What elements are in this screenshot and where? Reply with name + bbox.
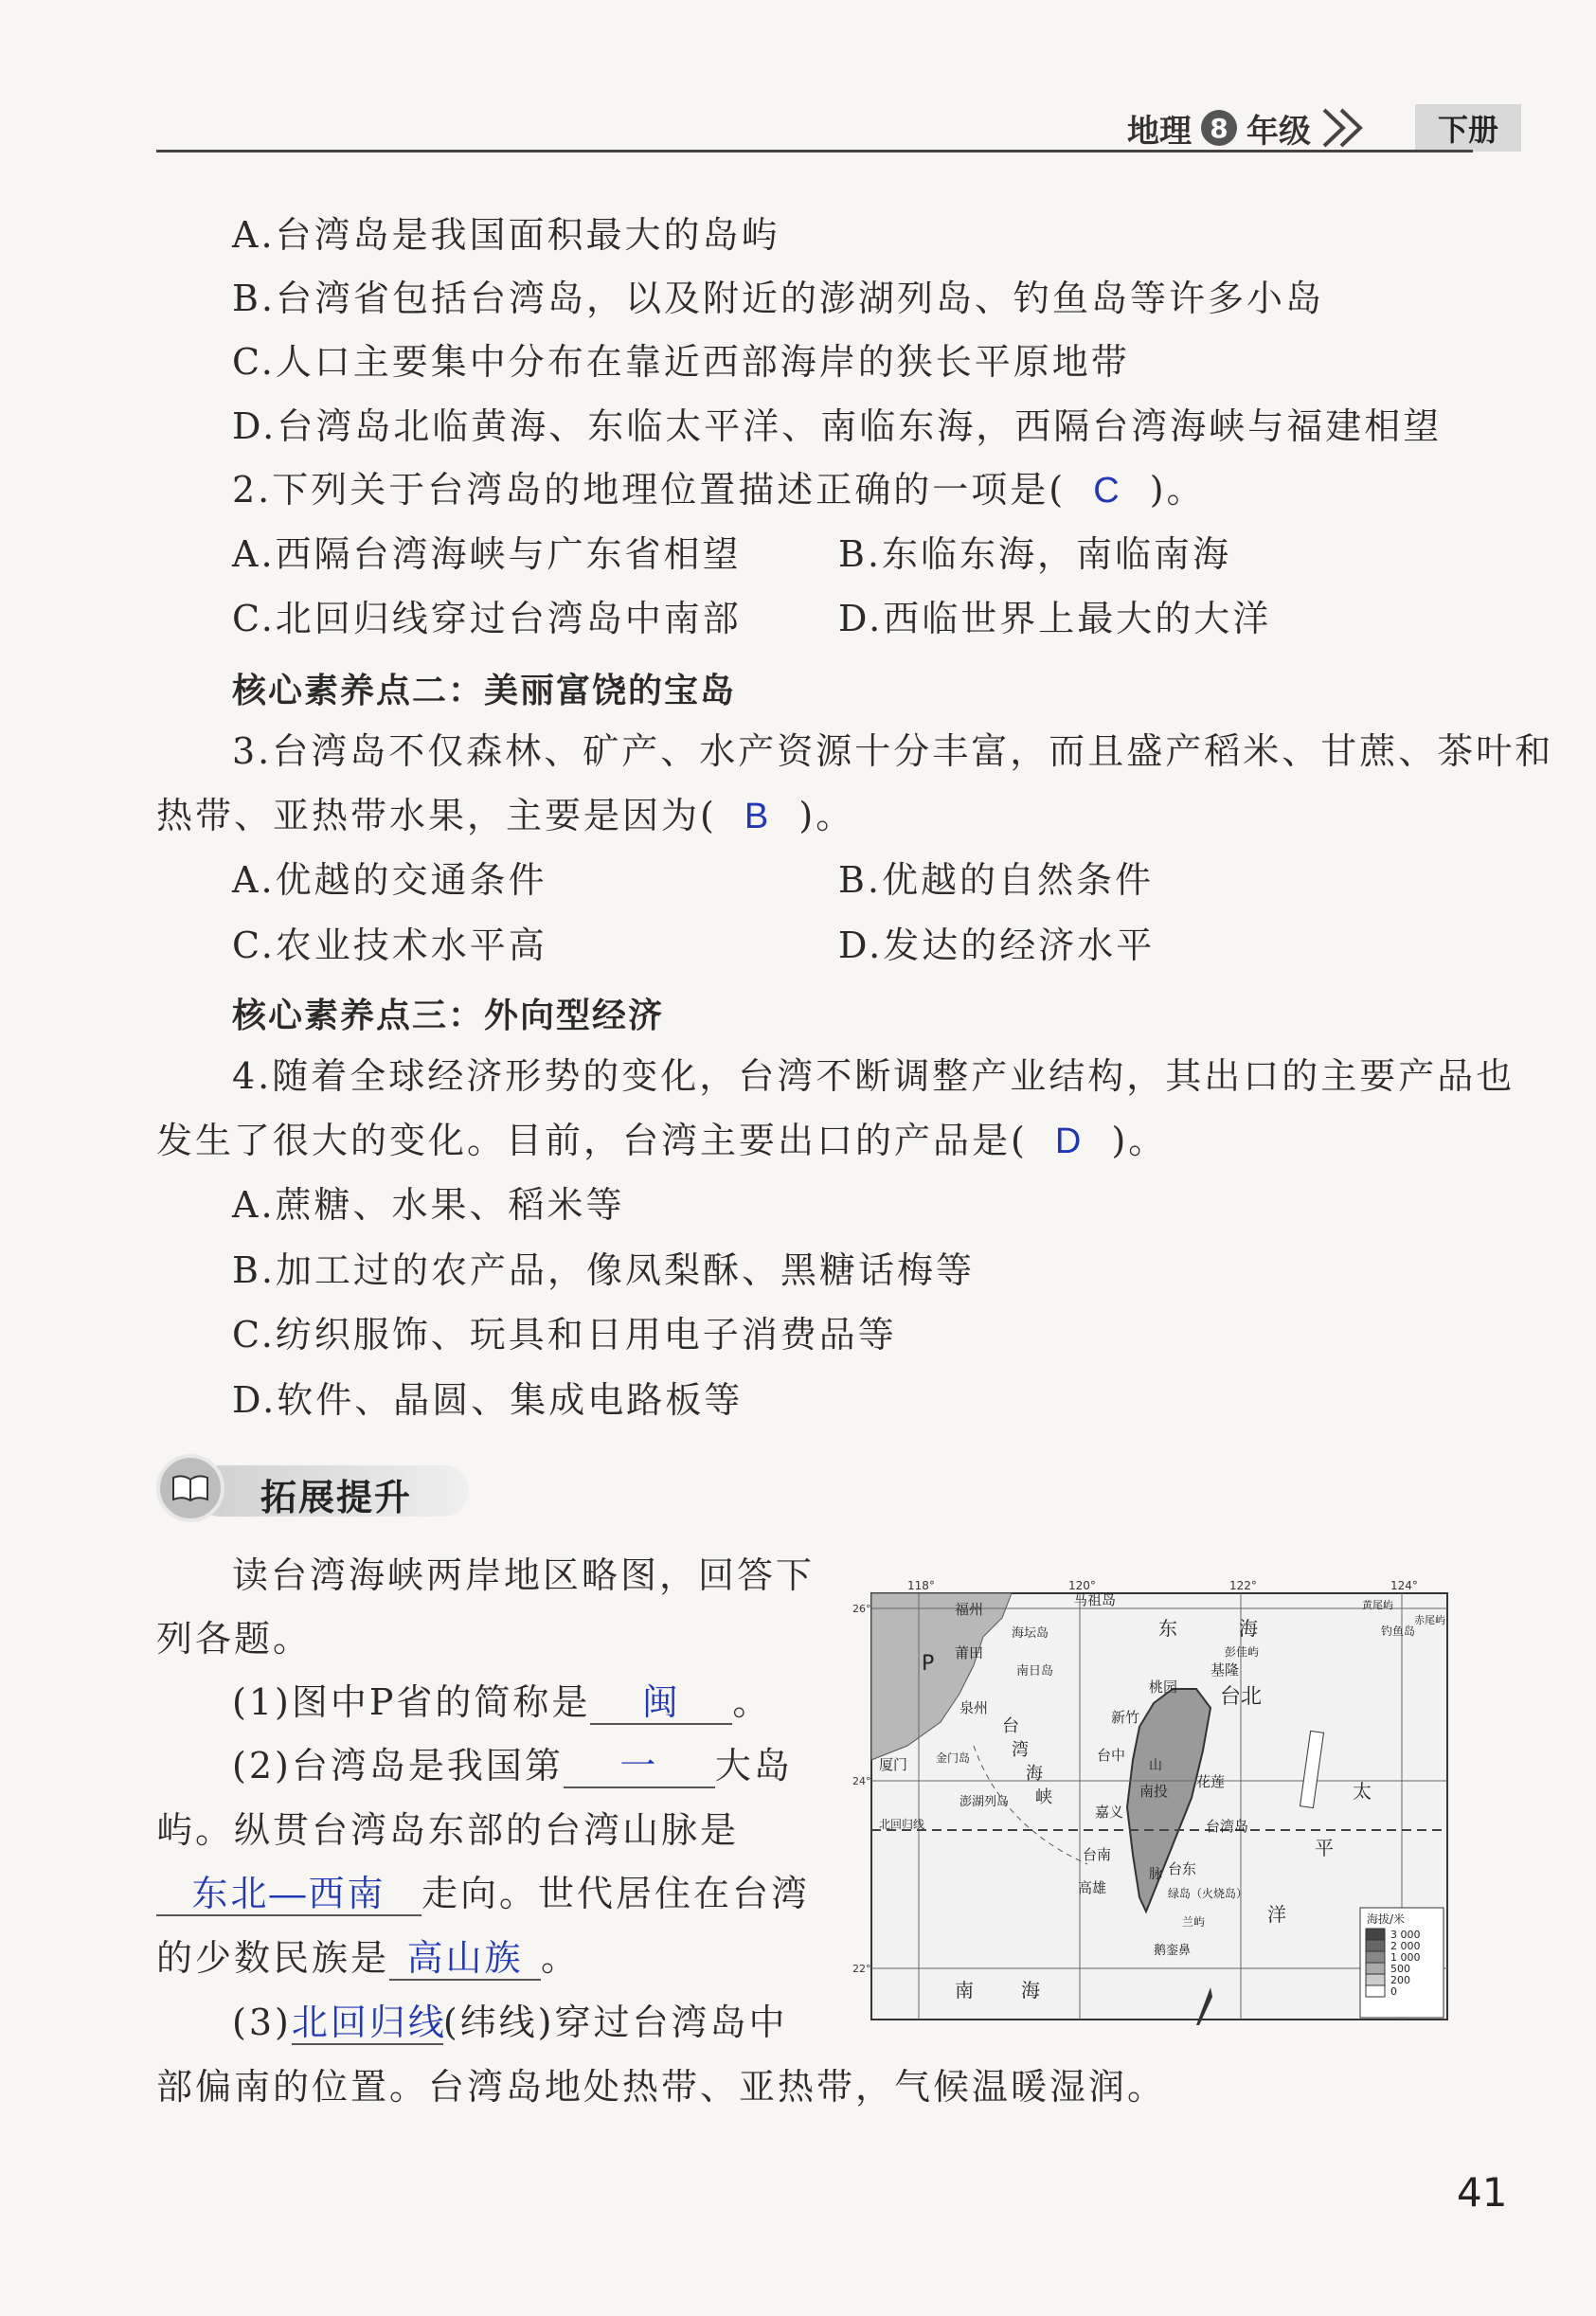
map-place-tainan: 台南 — [1083, 1846, 1112, 1863]
map-place-eluanbi: 鹅銮鼻 — [1154, 1944, 1192, 1958]
legend-item-3000: 3 000 — [1390, 1929, 1421, 1941]
map-sea-hai2: 海 — [1021, 1979, 1040, 2002]
q4-option-c: C.纺织服饰、玩具和日用电子消费品等 — [232, 1314, 897, 1355]
q3-stem-line1: 3.台湾岛不仅森林、矿产、水产资源十分丰富，而且盛产稻米、甘蔗、茶叶和 — [232, 730, 1554, 772]
double-chevron-icon — [1320, 106, 1377, 150]
header-grade-badge: 8 — [1201, 110, 1237, 146]
q1-option-c: C.人口主要集中分布在靠近西部海岸的狭长平原地带 — [232, 341, 1130, 383]
q4-stem-line1: 4.随着全球经济形势的变化，台湾不断调整产业结构，其出口的主要产品也 — [232, 1055, 1515, 1097]
ext-p2-line3-text: 走向。世代居住在台湾 — [421, 1873, 811, 1914]
ext-p3-text: (3) — [232, 2002, 292, 2043]
map-lon-122: 122° — [1229, 1579, 1257, 1592]
map-place-fuzhou: 福州 — [955, 1601, 984, 1618]
ext-p2-line4-text: 的少数民族是 — [156, 1937, 390, 1979]
q4-stem-post: )。 — [1111, 1120, 1168, 1161]
header-subject: 地理 — [1127, 112, 1192, 151]
q2-option-d: D.西临世界上最大的大洋 — [838, 598, 1272, 639]
book-icon — [156, 1454, 224, 1522]
q2-option-b: B.东临东海，南临南海 — [838, 533, 1232, 575]
extension-heading — [156, 1454, 469, 1522]
q3-stem-post: )。 — [798, 795, 855, 836]
map-place-huangwei: 黄尾屿 — [1362, 1599, 1393, 1611]
ext-p2-line1 — [232, 1744, 793, 1788]
map-place-keelung: 基隆 — [1210, 1661, 1240, 1679]
map-lat-26: 26° — [852, 1603, 871, 1615]
map-place-taizhong: 台中 — [1097, 1747, 1126, 1764]
ext-intro-line2: 列各题。 — [156, 1618, 313, 1660]
extension-title: 拓展提升 — [260, 1477, 413, 1518]
map-strait-xia: 峡 — [1035, 1787, 1052, 1807]
map-legend — [1360, 1908, 1444, 2018]
q2-option-c: C.北回归线穿过台湾岛中南部 — [232, 598, 742, 639]
map-lon-124: 124° — [1390, 1579, 1418, 1592]
legend-item-2000: 2 000 — [1390, 1940, 1421, 1952]
map-place-chiwei: 赤尾屿 — [1414, 1614, 1445, 1626]
ext-p2-line3 — [156, 1872, 810, 1916]
q3-stem-text: 热带、亚热带水果，主要是因为( — [156, 795, 717, 836]
map-mtn-shan: 山 — [1149, 1758, 1162, 1773]
ext-p1 — [232, 1680, 771, 1725]
map-strait-hai: 海 — [1026, 1764, 1043, 1784]
legend-item-200: 200 — [1390, 1974, 1410, 1986]
map-place-penghu: 澎湖列岛 — [959, 1795, 1010, 1809]
legend-title: 海拔/米 — [1367, 1912, 1406, 1926]
q2-answer: C — [1093, 471, 1122, 511]
map-strait-wan: 湾 — [1012, 1740, 1029, 1760]
ext-p2-answer3: 高山族 — [389, 1937, 541, 1981]
map-lat-24: 24° — [852, 1775, 871, 1787]
ext-p3-line1 — [232, 2001, 787, 2045]
map-mtn-mai: 脉 — [1149, 1867, 1162, 1882]
legend-item-0: 0 — [1390, 1985, 1397, 1998]
header-grade-suffix: 年级 — [1246, 112, 1311, 151]
legend-item-500: 500 — [1390, 1963, 1410, 1975]
map-place-nantou: 南投 — [1139, 1783, 1169, 1800]
ext-p2-answer: 一 — [564, 1745, 715, 1788]
map-place-gaoxiong: 高雄 — [1078, 1879, 1107, 1896]
map-place-pengjia: 彭佳屿 — [1225, 1645, 1260, 1659]
map-place-jinmen: 金门岛 — [936, 1751, 971, 1765]
q4-option-d: D.软件、晶圆、集成电路板等 — [232, 1379, 744, 1421]
map-place-mazu: 马祖岛 — [1073, 1591, 1117, 1608]
map-ocean-tai: 太 — [1353, 1780, 1372, 1803]
q1-option-a: A.台湾岛是我国面积最大的岛屿 — [232, 214, 780, 256]
q4-answer: D — [1054, 1122, 1085, 1161]
ext-p3-post: (纬线)穿过台湾岛中 — [442, 2002, 788, 2043]
map-place-ludao: 绿岛（火烧岛） — [1168, 1887, 1248, 1900]
map-place-hualian: 花莲 — [1196, 1773, 1226, 1790]
q3-option-c: C.农业技术水平高 — [232, 925, 547, 966]
map-lon-118: 118° — [907, 1579, 935, 1592]
map-place-taiwan-island: 台湾岛 — [1206, 1818, 1249, 1835]
q3-option-d: D.发达的经济水平 — [838, 925, 1156, 966]
map-lon-120: 120° — [1068, 1579, 1096, 1592]
ext-intro-line1: 读台湾海峡两岸地区略图，回答下 — [232, 1554, 816, 1596]
ext-p2-answer2: 东北—西南 — [156, 1873, 421, 1916]
q2-stem-post: )。 — [1149, 469, 1206, 511]
q4-option-b: B.加工过的农产品，像凤梨酥、黑糖话梅等 — [232, 1249, 976, 1291]
q2-stem — [232, 468, 1206, 512]
map-place-xiamen: 厦门 — [879, 1756, 908, 1773]
map-place-xinzhu: 新竹 — [1111, 1709, 1140, 1726]
map-place-putian: 莆田 — [955, 1644, 984, 1661]
taiwan-strait-map — [852, 1579, 1449, 2023]
legend-item-1000: 1 000 — [1390, 1951, 1421, 1964]
q2-stem-text: 2.下列关于台湾岛的地理位置描述正确的一项是( — [232, 469, 1067, 511]
ext-p3-answer: 北回归线 — [291, 2003, 447, 2043]
map-place-taidong: 台东 — [1168, 1860, 1197, 1877]
map-place-jiayi: 嘉义 — [1095, 1804, 1124, 1821]
ext-p2-line4 — [156, 1936, 580, 1981]
q4-stem-line2 — [156, 1119, 1167, 1163]
q3-answer: B — [744, 797, 772, 836]
ext-p1-text: (1)图中P省的简称是 — [232, 1681, 591, 1723]
q4-option-a: A.蔗糖、水果、稻米等 — [232, 1184, 625, 1226]
map-place-lanyu: 兰屿 — [1182, 1915, 1206, 1929]
ext-p1-answer: 闽 — [590, 1681, 732, 1725]
map-sea-dong: 东 — [1158, 1617, 1177, 1640]
map-label-tropic: 北回归线 — [879, 1818, 925, 1831]
q2-option-a: A.西隔台湾海峡与广东省相望 — [232, 533, 742, 575]
header-rule — [156, 150, 1473, 153]
q1-option-b: B.台湾省包括台湾岛，以及附近的澎湖列岛、钓鱼岛等许多小岛 — [232, 278, 1325, 319]
map-place-haitan: 海坛岛 — [1012, 1626, 1049, 1641]
map-ocean-ping: 平 — [1315, 1837, 1334, 1859]
map-lat-22: 22° — [852, 1963, 871, 1975]
map-place-diaoyu: 钓鱼岛 — [1381, 1625, 1416, 1638]
section3-title: 核心素养点三：外向型经济 — [232, 996, 665, 1035]
map-strait-tai: 台 — [1002, 1716, 1019, 1736]
header-volume: 下册 — [1415, 104, 1521, 152]
map-ocean-yang: 洋 — [1267, 1903, 1286, 1926]
ext-p3-line2: 部偏南的位置。台湾岛地处热带、亚热带，气候温暖湿润。 — [156, 2066, 1167, 2108]
map-sea-hai1: 海 — [1239, 1617, 1258, 1640]
map-place-taipei: 台北 — [1220, 1685, 1263, 1709]
section2-title: 核心素养点二：美丽富饶的宝岛 — [232, 672, 737, 710]
map-place-nanri: 南日岛 — [1016, 1664, 1054, 1679]
map-place-quanzhou: 泉州 — [959, 1699, 989, 1716]
map-sea-nan: 南 — [955, 1979, 974, 2002]
ext-p2-post: 大岛 — [714, 1745, 793, 1786]
map-label-p: P — [922, 1652, 935, 1676]
map-place-taoyuan: 桃园 — [1149, 1679, 1178, 1696]
q3-stem-line2 — [156, 794, 854, 838]
ext-p1-post: 。 — [732, 1681, 772, 1723]
q3-option-b: B.优越的自然条件 — [838, 859, 1155, 901]
q3-option-a: A.优越的交通条件 — [232, 859, 547, 901]
q4-stem-text: 发生了很大的变化。目前，台湾主要出口的产品是( — [156, 1120, 1028, 1161]
ext-p2-line4-post: 。 — [541, 1937, 581, 1979]
ext-p2-line2: 屿。纵贯台湾岛东部的台湾山脉是 — [156, 1809, 740, 1851]
page-header — [1127, 106, 1521, 150]
q1-option-d: D.台湾岛北临黄海、东临太平洋、南临东海，西隔台湾海峡与福建相望 — [232, 405, 1443, 447]
page-number: 41 — [1457, 2169, 1508, 2216]
ext-p2-text: (2)台湾岛是我国第 — [232, 1745, 564, 1786]
